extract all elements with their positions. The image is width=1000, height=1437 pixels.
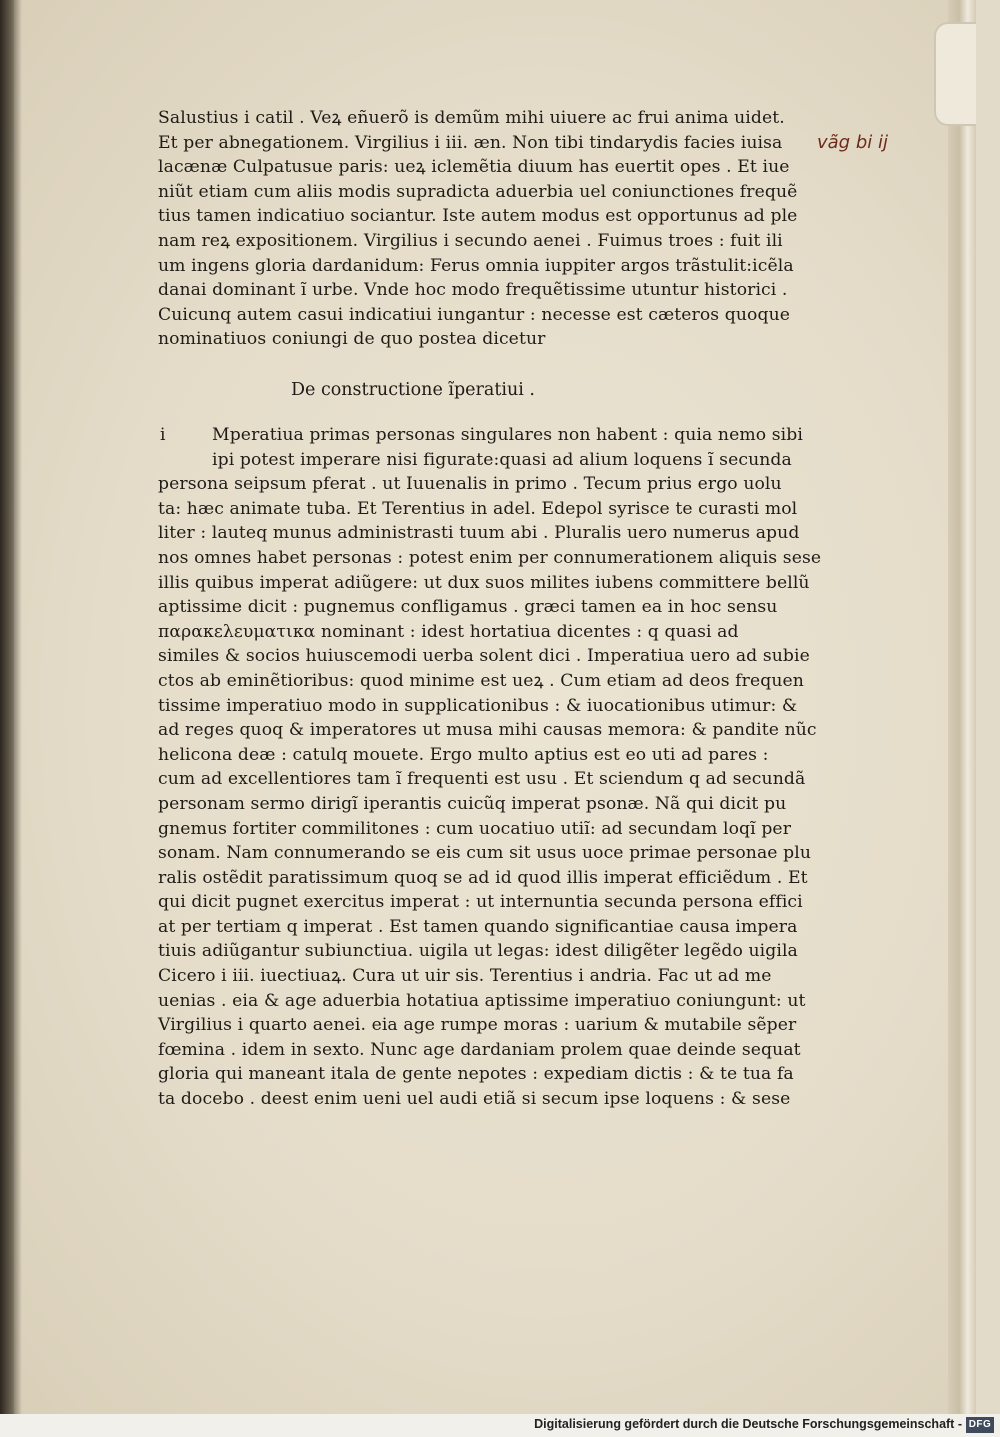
text-line: fœmina . idem in sexto. Nunc age dardaniam prolem quae deinde sequat	[158, 1039, 801, 1060]
binding-shadow	[0, 0, 22, 1414]
section-heading: De constructione ĩperatiui .	[291, 380, 535, 400]
text-line: Cicero i iii. iuectiuaꝝ. Cura ut uir sis. Terentius i andria. Fac ut ad me	[158, 966, 772, 987]
text-line: helicona deæ : catulq mouete. Ergo multo aptius est eo uti ad pares :	[158, 744, 769, 765]
text-line: danai dominant ĩ urbe. Vnde hoc modo frequẽtissime utuntur historici .	[158, 280, 788, 301]
text-line: tissime imperatiuo modo in supplicationibus : & iuocationibus utimur: &	[158, 695, 798, 716]
text-line: niũt etiam cum aliis modis supradicta aduerbia uel coniunctiones frequẽ	[158, 181, 798, 202]
text-line: Virgilius i quarto aenei. eia age rumpe moras : uarium & mutabile sẽper	[158, 1015, 797, 1036]
text-line: Mperatiua primas personas singulares non habent : quia nemo sibi	[212, 425, 803, 445]
text-line: lacænæ Culpatusue paris: ueꝝ iclemẽtia diuum has euertit opes . Et iue	[158, 157, 790, 178]
text-line: personam sermo dirigĩ iperantis cuicũq imperat psonæ. Nã qui dicit pu	[158, 793, 787, 814]
text-line: Cuicunq autem casui indicatiui iungantur : necesse est cæteros quoque	[158, 304, 791, 325]
page-edge	[948, 0, 976, 1414]
text-line: tiuis adiũgantur subiunctiua. uigila ut legas: idest diligẽter legẽdo uigila	[158, 941, 798, 962]
text-line: tius tamen indicatiuo sociantur. Iste autem modus est opportunus ad ple	[158, 206, 798, 227]
text-line: liter : lauteq munus administrasti tuum abi . Pluralis uero numerus apud	[158, 523, 800, 544]
text-line: ta: hæc animate tuba. Et Terentius in adel. Edepol syrisce te curasti mol	[158, 498, 798, 519]
text-line: nos omnes habet personas : potest enim per connumerationem aliquis sese	[158, 547, 822, 568]
text-line: qui dicit pugnet exercitus imperat : ut internuntia secunda persona effici	[158, 892, 803, 913]
initial-letter-guide: i	[160, 425, 166, 445]
text-line: Et per abnegationem. Virgilius i iii. æn. Non tibi tindarydis facies iuisa	[158, 132, 783, 153]
text-line: um ingens gloria dardanidum: Ferus omnia iuppiter argos trãstulit:icẽla	[158, 255, 794, 276]
text-line: gloria qui maneant itala de gente nepotes : expediam dictis : & te tua fa	[158, 1064, 794, 1085]
handwritten-margin-note: vãg bi ij	[817, 132, 888, 153]
text-line: παρακελευματικα nominant : idest hortatiua dicentes : q quasi ad	[158, 621, 739, 642]
text-line: ad reges quoq & imperatores ut musa mihi causas memora: & pandite nũc	[158, 720, 817, 741]
page-tab	[934, 22, 976, 126]
text-line: ralis ostẽdit paratissimum quoq se ad id quod illis imperat efficiẽdum . Et	[158, 867, 808, 888]
text-line: gnemus fortiter commilitones : cum uocatiuo utiĩ: ad secundam loqĩ per	[158, 818, 792, 839]
dfg-logo: DFG	[966, 1417, 994, 1433]
text-line: Salustius i catil . Veꝝ eñuerõ is demũm mihi uiuere ac frui anima uidet.	[158, 108, 785, 128]
main-paragraph	[158, 423, 822, 1112]
text-line: illis quibus imperat adiũgere: ut dux suos milites iubens committere bellũ	[158, 572, 810, 593]
text-line: similes & socios huiuscemodi uerba solent dici . Imperatiua uero ad subie	[158, 646, 810, 667]
text-line: sonam. Nam connumerando se eis cum sit usus uoce primae personae plu	[158, 843, 812, 864]
text-line: cum ad excellentiores tam ĩ frequenti est usu . Et sciendum q ad secundã	[158, 769, 806, 790]
footer-bar	[0, 1414, 1000, 1437]
text-line: uenias . eia & age aduerbia hotatiua aptissime imperatiuo coniungunt: ut	[158, 990, 806, 1011]
funding-credit: Digitalisierung gefördert durch die Deutsche Forschungsgemeinschaft -	[534, 1417, 962, 1431]
text-line: nominatiuos coniungi de quo postea dicetur	[158, 329, 546, 350]
text-line: aptissime dicit : pugnemus confligamus . græci tamen ea in hoc sensu	[158, 597, 778, 618]
text-line: ipi potest imperare nisi figurate:quasi ad alium loquens ĩ secunda	[212, 449, 792, 470]
text-line: ctos ab eminẽtioribus: quod minime est ueꝝ . Cum etiam ad deos frequen	[158, 670, 804, 691]
text-line: ta docebo . deest enim ueni uel audi etiã si secum ipse loquens : & sese	[158, 1089, 791, 1110]
top-paragraph	[158, 106, 798, 352]
text-line: persona seipsum pferat . ut Iuuenalis in primo . Tecum prius ergo uolu	[158, 474, 782, 495]
text-line: at per tertiam q imperat . Est tamen quando significantiae causa impera	[158, 916, 798, 937]
text-line: nam reꝝ expositionem. Virgilius i secundo aenei . Fuimus troes : fuit ili	[158, 230, 783, 251]
